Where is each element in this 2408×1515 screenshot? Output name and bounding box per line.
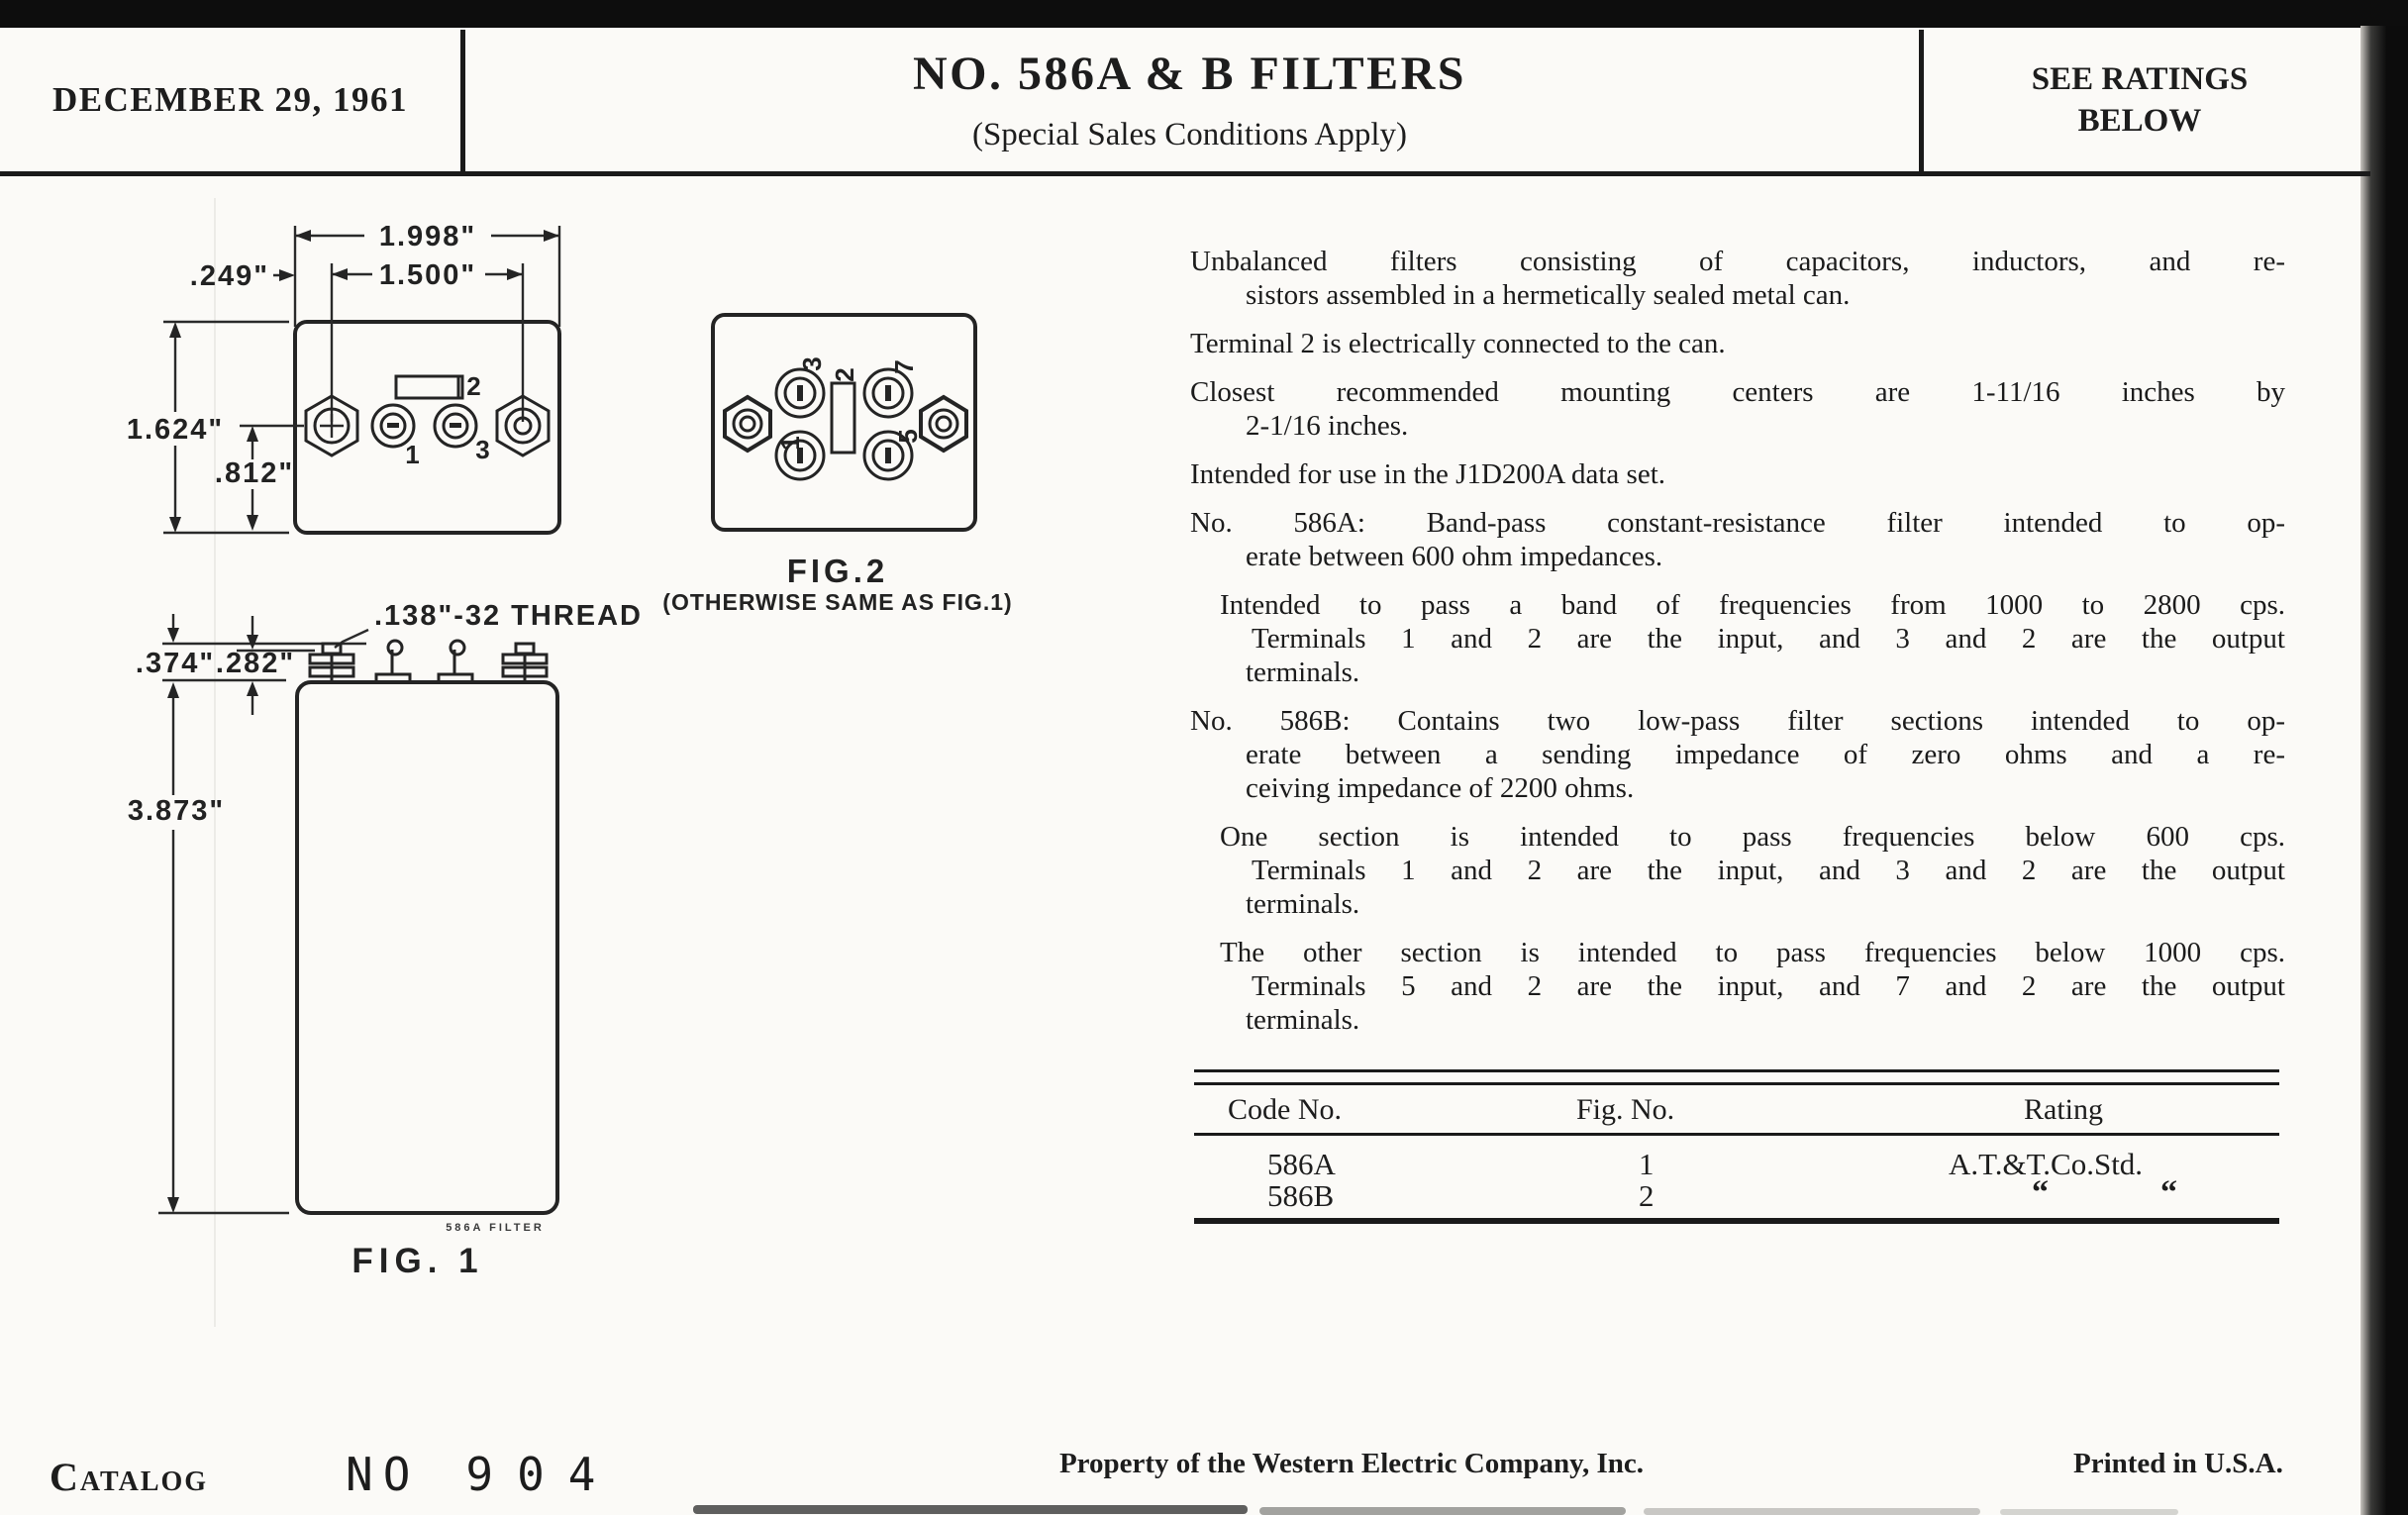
arrowhead [167,1197,179,1213]
table-rule [1194,1133,2279,1136]
can-stamp: 586A FILTER [446,1222,545,1234]
text-line: Intended to pass a band of frequencies from 1000 to 2800 cps. [1220,589,2285,621]
paragraph [1190,506,2285,573]
arrowhead [279,269,295,281]
arrowhead [332,268,348,280]
paragraph [1190,375,2285,443]
paragraph [1190,457,2285,491]
text-line: erate between 600 ohm impedances. [1246,541,1663,572]
text-line: 2-1/16 inches. [1246,410,1409,442]
arrowhead [247,515,258,531]
terminal-5-label: 5 [893,428,923,444]
scan-band-top [0,0,2408,28]
text-line: Closest recommended mounting centers are 1-11/16 inches by [1190,376,2285,408]
text-line: ceiving impedance of 2200 ohms. [1246,772,1635,804]
pin-terminal [376,641,410,682]
terminal-7-label: 7 [889,358,919,374]
text-line: Terminals 1 and 2 are the input, and 3 and 2 are the output [1252,855,2285,886]
arrowhead [167,682,179,698]
arrowhead [247,681,258,696]
fig1-drawing [128,600,643,1280]
solder-terminal [435,405,476,447]
fig1-caption: FIG. 1 [351,1242,484,1280]
catalog-number-stamp [346,1448,619,1501]
header-title-block [460,28,1919,172]
hex-terminal [921,397,966,451]
text-line: Terminals 1 and 2 are the input, and 3 and 2 are the output [1252,623,2285,655]
text-line: Unbalanced filters consisting of capacitors, inductors, and re- [1190,246,2285,277]
dim-label-center: .812" [214,457,295,489]
scan-streak [1259,1507,1626,1515]
text-line: One section is intended to pass frequencies below 600 cps. [1220,821,2285,853]
ratings-note-line1: SEE RATINGS [2031,61,2249,97]
arrowhead [544,230,559,242]
header-divider-right [1919,30,1924,172]
paragraph [1190,820,2285,921]
solder-terminal [864,369,912,417]
catalog-no-label: NO [346,1448,421,1501]
page-title: NO. 586A & B FILTERS [912,48,1466,100]
text-line: No. 586B: Contains two low-pass filter sections intended to op- [1190,705,2285,737]
hex-terminal [725,397,770,451]
ratings-table [1194,1067,2279,1231]
terminal-1-label: 1 [405,440,421,469]
paragraph [1190,588,2285,689]
dim-label-height: 1.624" [126,414,225,446]
table-cell-rating: A.T.&T.Co.Std. [1949,1147,2144,1181]
header-divider-left [460,30,465,172]
dim-label-can-height: 3.873" [127,795,226,827]
text-line: sistors assembled in a hermetically sealed metal can. [1246,279,1851,311]
catalog-no-value: 904 [465,1448,620,1501]
threaded-stud [503,644,547,682]
column-header-code: Code No. [1228,1093,1342,1126]
text-line: erate between a sending impedance of zero ohms and a re- [1246,739,2285,770]
catalog-label: Catalog [50,1455,209,1499]
text-line: No. 586A: Band-pass constant-resistance filter intended to op- [1190,507,2285,539]
description-text [1190,245,2285,1052]
ratings-note-line2: BELOW [2077,103,2202,139]
label-plate [396,376,462,398]
header-date: DECEMBER 29, 1961 [52,80,408,119]
text-line: terminals. [1246,656,1360,688]
terminal-2-label: 2 [466,371,482,401]
dim-label-outer-width: 1.998" [378,221,477,252]
top-view-drawing [127,221,559,533]
terminal-1-label: 1 [775,435,805,451]
arrowhead [247,426,258,442]
fig2-caption: FIG.2 [786,553,889,589]
arrowhead [507,268,523,280]
header-rule [0,171,2370,176]
table-rule-bottom [1194,1218,2279,1224]
dim-label-edge-offset: .249" [189,260,269,292]
scan-streak [693,1505,1248,1514]
scan-band-right [2360,26,2408,1515]
thread-callout: .138"-32 THREAD [374,600,643,632]
scan-streak [1644,1508,1980,1515]
paragraph [1190,327,2285,360]
arrowhead [169,322,181,338]
technical-drawings [59,188,1139,1317]
text-line: Terminals 5 and 2 are the input, and 7 and 2 are the output [1252,970,2285,1002]
header-ratings-note [1919,28,2360,172]
text-line: terminals. [1246,888,1360,920]
table-cell-ditto: “ [2032,1174,2049,1211]
table-rule [1194,1069,2279,1072]
text-line: terminals. [1246,1004,1360,1036]
column-header-rating: Rating [2024,1093,2103,1126]
scan-streak [2000,1509,2178,1515]
text-line: Intended for use in the J1D200A data set. [1190,458,1666,490]
terminal-3-label: 3 [797,355,827,371]
fig2-drawing [662,315,1012,615]
table-cell-ditto: “ [2160,1174,2177,1211]
paragraph [1190,936,2285,1037]
terminal-2-label: 2 [830,366,859,382]
terminal-3-label: 3 [475,435,491,464]
label-plate [832,383,854,453]
paragraph [1190,245,2285,312]
table-cell-code: 586B [1267,1178,1335,1213]
arrowhead [295,230,311,242]
text-line: Terminal 2 is electrically connected to the can. [1190,328,1726,359]
table-cell-fig: 1 [1639,1147,1655,1181]
can-outline-fig1 [297,682,557,1213]
can-outline-top-view [295,322,559,533]
pin-terminal [439,641,472,682]
table-cell-fig: 2 [1639,1178,1655,1213]
dim-label-inner-width: 1.500" [378,259,477,291]
arrowhead [169,517,181,533]
printed-notice: Printed in U.S.A. [2073,1448,2283,1479]
dim-label-inner-height: .282" [215,648,296,679]
dim-label-stud-height: .374" [135,648,216,679]
threaded-stud [310,644,353,682]
column-header-fig: Fig. No. [1576,1093,1675,1126]
property-notice: Property of the Western Electric Company, Inc. [1058,1448,1645,1479]
text-line: The other section is intended to pass frequencies below 1000 cps. [1220,937,2285,968]
table-rule [1194,1082,2279,1085]
table-cell-code: 586A [1267,1147,1336,1181]
page-subtitle: (Special Sales Conditions Apply) [971,117,1408,152]
fig2-note: (OTHERWISE SAME AS FIG.1) [662,589,1013,615]
paragraph [1190,704,2285,805]
solder-terminal [776,369,824,417]
arrowhead [167,628,179,643]
